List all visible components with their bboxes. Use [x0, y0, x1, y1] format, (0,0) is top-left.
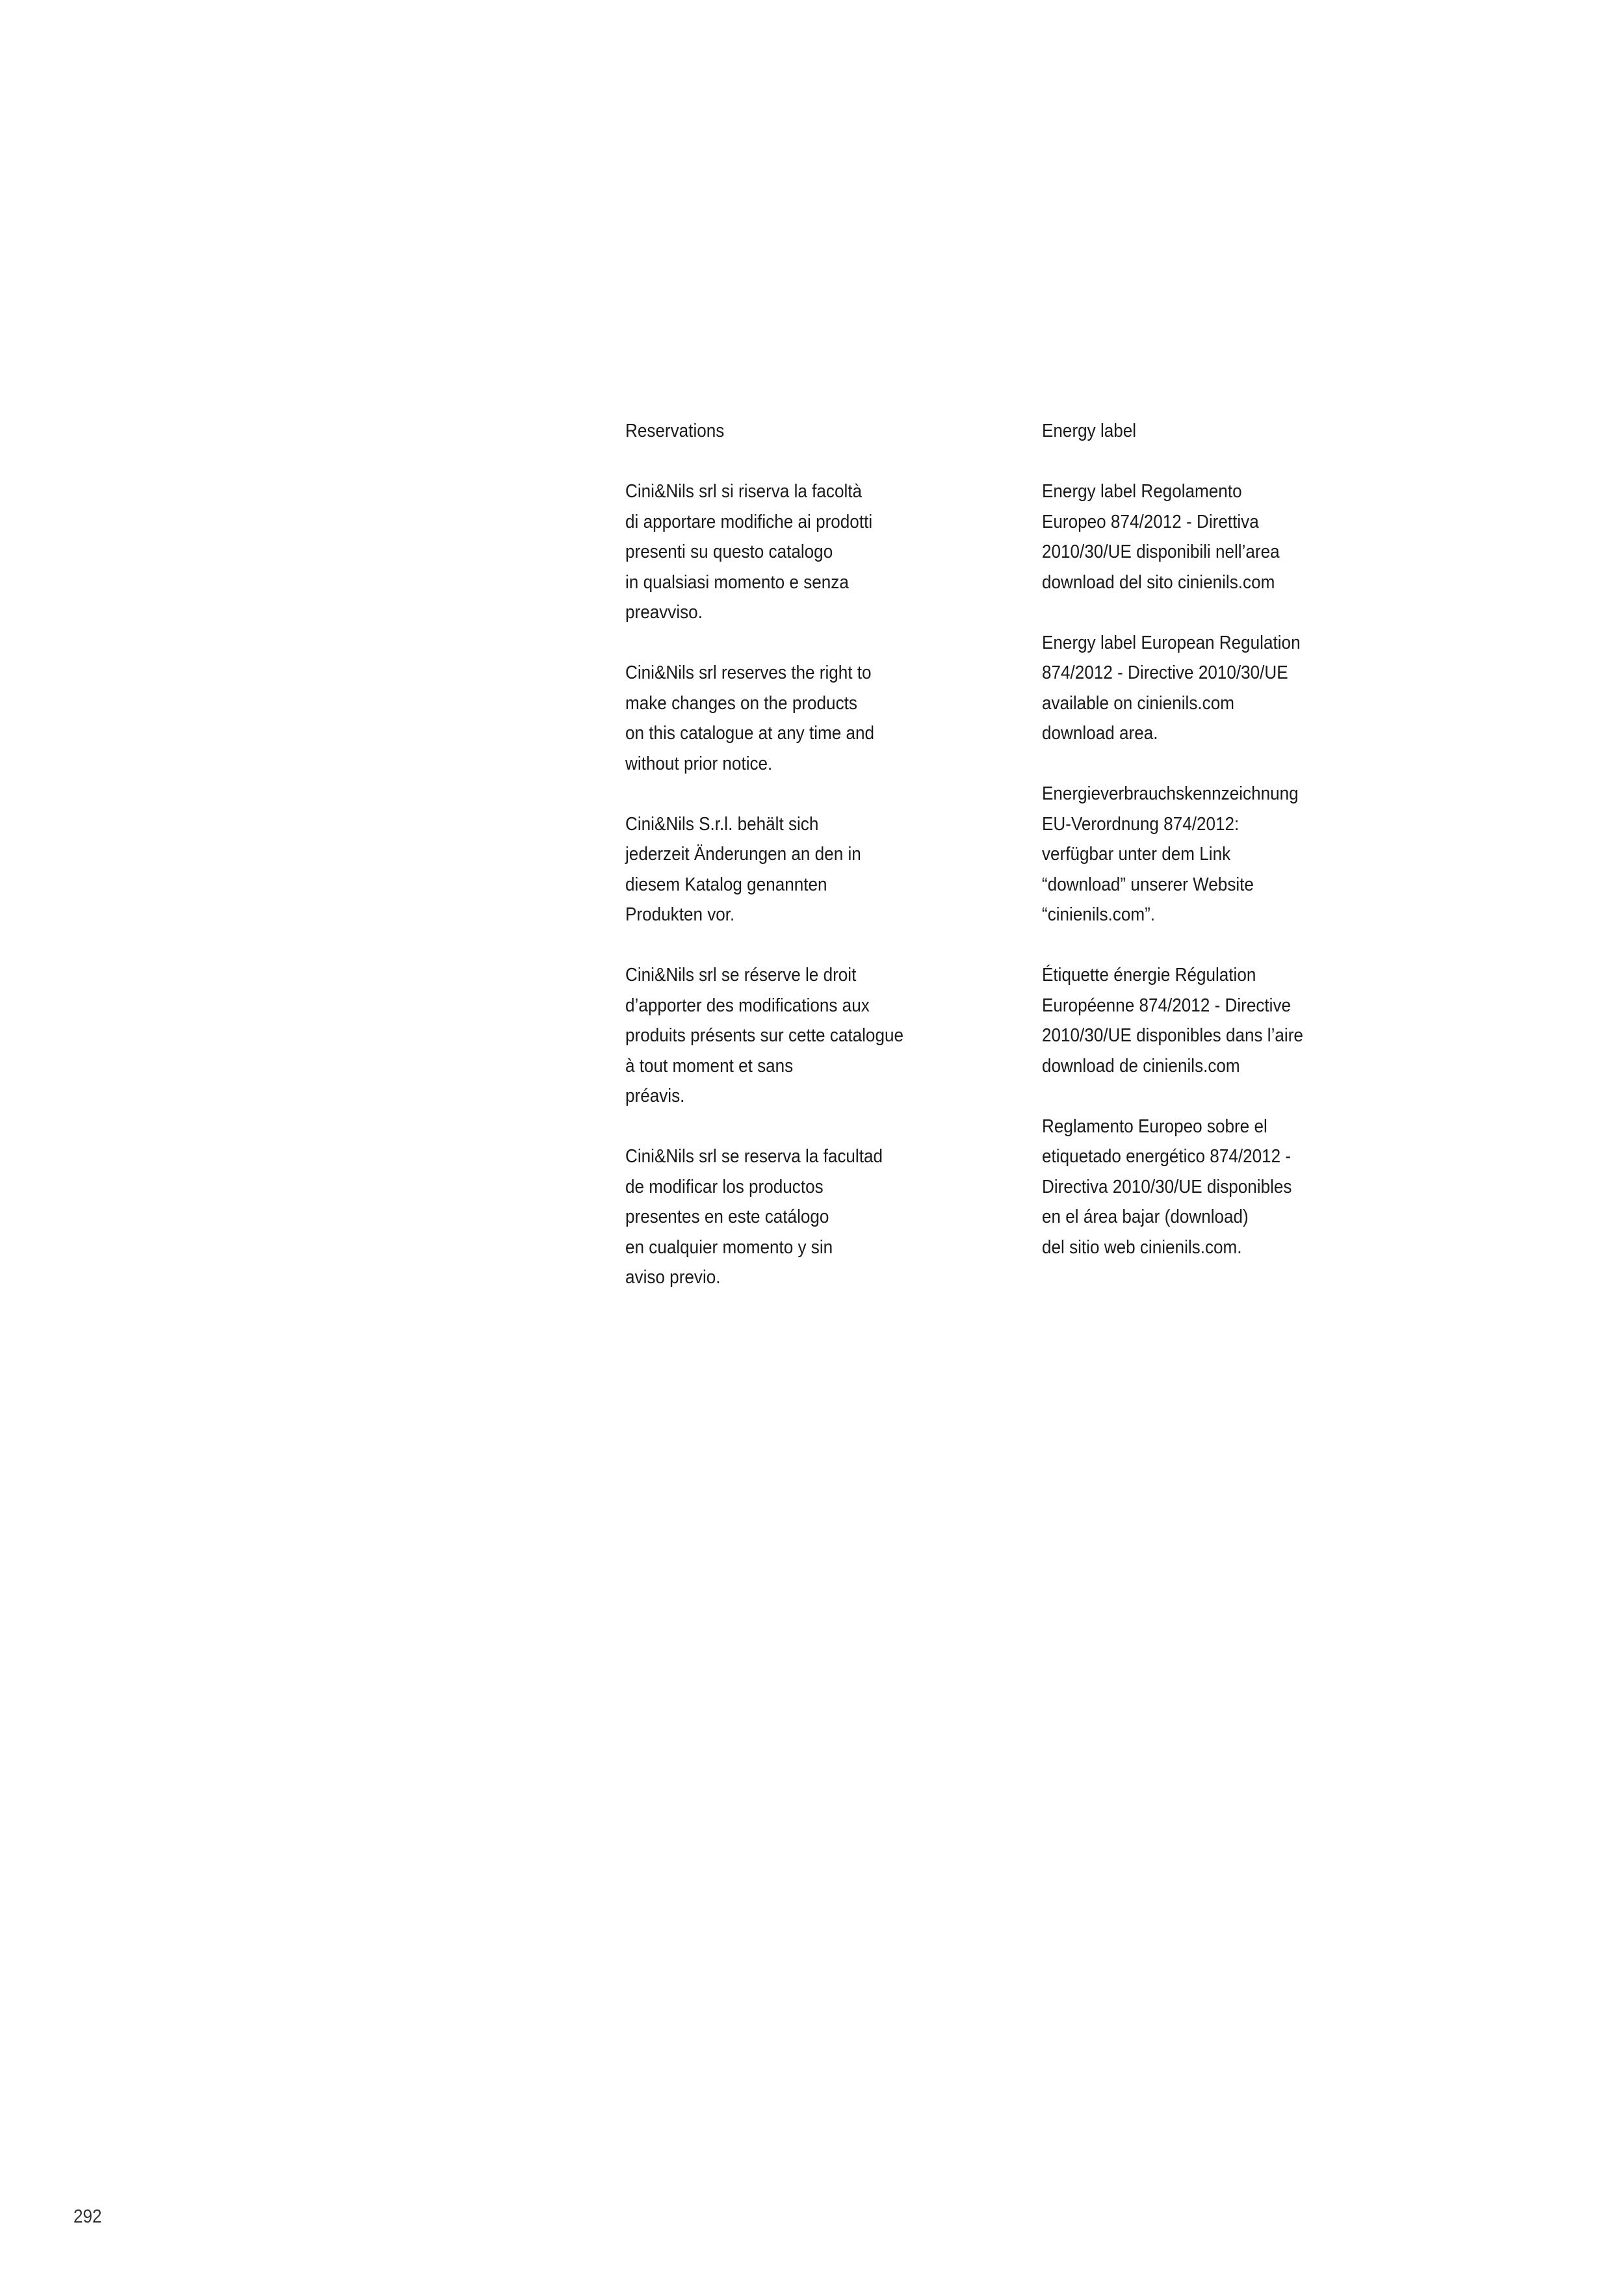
paragraph-line: en cualquier momento y sin	[625, 1236, 833, 1258]
paragraph-line: download de cinienils.com	[1042, 1055, 1240, 1076]
paragraph-line: produits présents sur cette catalogue	[625, 1025, 904, 1046]
paragraph-line: without prior notice.	[625, 753, 773, 774]
paragraph-line: Directiva 2010/30/UE disponibles	[1042, 1176, 1292, 1197]
energy-label-heading: Energy label	[1042, 421, 1137, 441]
paragraph-line: EU-Verordnung 874/2012:	[1042, 813, 1240, 835]
paragraph-line: 874/2012 - Directive 2010/30/UE	[1042, 662, 1288, 683]
paragraph-line: préavis.	[625, 1086, 685, 1106]
paragraph-line: in qualsiasi momento e senza	[625, 571, 849, 593]
energy-label-paragraph-spanish	[1042, 1112, 1406, 1263]
paragraph-line: Europeo 874/2012 - Direttiva	[1042, 511, 1259, 532]
paragraph-line: del sitio web cinienils.com.	[1042, 1236, 1242, 1258]
paragraph-line: Cini&Nils srl se reserva la facultad	[625, 1146, 883, 1167]
reservations-paragraph-german	[625, 809, 989, 930]
paragraph-line: di apportare modifiche ai prodotti	[625, 511, 873, 532]
paragraph-line: Reglamento Europeo sobre el	[1042, 1115, 1267, 1137]
energy-label-paragraph-italian	[1042, 476, 1406, 597]
paragraph-line: “cinienils.com”.	[1042, 904, 1156, 925]
paragraph-line: à tout moment et sans	[625, 1055, 794, 1076]
energy-label-paragraph-german	[1042, 779, 1406, 930]
paragraph-line: Produkten vor.	[625, 904, 735, 925]
reservations-paragraph-italian	[625, 476, 989, 628]
energy-label-paragraph-english	[1042, 628, 1406, 749]
paragraph-line: Étiquette énergie Régulation	[1042, 965, 1256, 985]
paragraph-line: diesem Katalog genannten	[625, 874, 827, 895]
paragraph-line: Cini&Nils srl si riserva la facoltà	[625, 481, 863, 502]
reservations-paragraph-spanish	[625, 1141, 989, 1293]
paragraph-line: preavviso.	[625, 602, 703, 623]
paragraph-line: jederzeit Änderungen an den in	[625, 844, 861, 865]
paragraph-line: download del sito cinienils.com	[1042, 571, 1275, 593]
paragraph-line: download area.	[1042, 723, 1158, 744]
paragraph-line: Cini&Nils srl se réserve le droit	[625, 965, 857, 985]
paragraph-line: make changes on the products	[625, 692, 857, 714]
energy-label-column	[1042, 416, 1406, 1293]
paragraph-line: on this catalogue at any time and	[625, 723, 875, 744]
paragraph-line: aviso previo.	[625, 1267, 721, 1288]
paragraph-line: en el área bajar (download)	[1042, 1207, 1249, 1227]
paragraph-line: Energy label European Regulation	[1042, 632, 1301, 653]
paragraph-line: 2010/30/UE disponibili nell’area	[1042, 541, 1280, 562]
paragraph-line: de modificar los productos	[625, 1176, 824, 1197]
paragraph-line: d’apporter des modifications aux	[625, 995, 870, 1016]
paragraph-line: etiquetado energético 874/2012 -	[1042, 1146, 1292, 1167]
page-number: 292	[73, 2206, 102, 2227]
paragraph-line: Cini&Nils S.r.l. behält sich	[625, 813, 819, 835]
paragraph-line: presentes en este catálogo	[625, 1207, 829, 1227]
reservations-column	[625, 416, 989, 1323]
reservations-paragraph-french	[625, 960, 989, 1112]
reservations-paragraph-english	[625, 658, 989, 779]
paragraph-line: presenti su questo catalogo	[625, 541, 833, 562]
paragraph-line: available on cinienils.com	[1042, 692, 1234, 714]
paragraph-line: Energieverbrauchskennzeichnung	[1042, 783, 1299, 804]
energy-label-paragraph-french	[1042, 960, 1406, 1081]
paragraph-line: 2010/30/UE disponibles dans l’aire	[1042, 1025, 1303, 1046]
paragraph-line: Energy label Regolamento	[1042, 481, 1242, 502]
paragraph-line: Cini&Nils srl reserves the right to	[625, 662, 872, 683]
reservations-heading: Reservations	[625, 421, 725, 441]
paragraph-line: Européenne 874/2012 - Directive	[1042, 995, 1292, 1016]
paragraph-line: verfügbar unter dem Link	[1042, 844, 1231, 865]
paragraph-line: “download” unserer Website	[1042, 874, 1254, 895]
